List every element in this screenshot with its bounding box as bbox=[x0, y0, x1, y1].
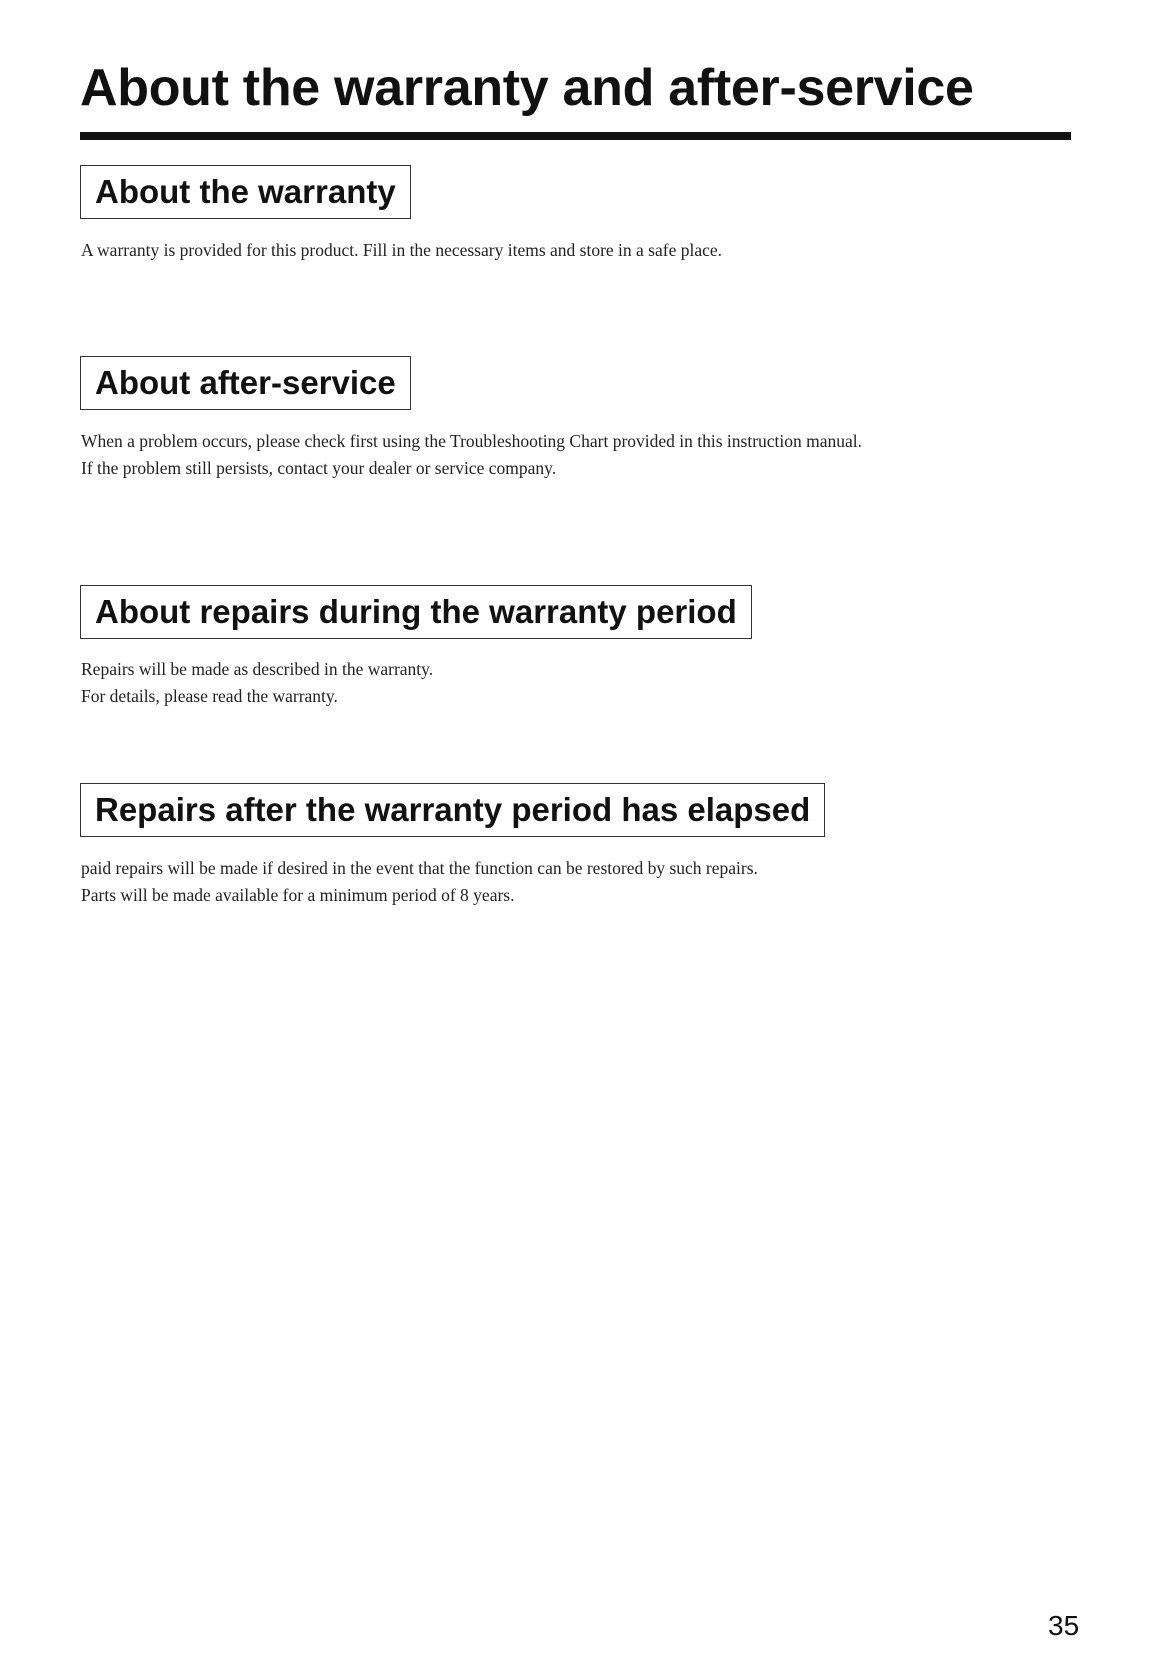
body-line: Repairs will be made as described in the warranty. bbox=[81, 659, 434, 679]
body-line: For details, please read the warranty. bbox=[81, 686, 338, 706]
section-heading-repairs-during-warranty: About repairs during the warranty period bbox=[80, 585, 752, 639]
section-body-about-warranty bbox=[81, 237, 722, 264]
title-underline-rule bbox=[80, 132, 1071, 140]
body-line: When a problem occurs, please check first using the Troubleshooting Chart provided in this instruction manual. bbox=[81, 431, 863, 451]
section-heading-about-warranty: About the warranty bbox=[80, 165, 411, 219]
body-line: A warranty is provided for this product. Fill in the necessary items and store in a safe place. bbox=[81, 240, 723, 260]
page-title: About the warranty and after-service bbox=[80, 59, 974, 117]
section-body-repairs-during-warranty bbox=[81, 656, 433, 710]
body-line: If the problem still persists, contact your dealer or service company. bbox=[81, 458, 557, 478]
section-heading-repairs-after-warranty: Repairs after the warranty period has elapsed bbox=[80, 783, 825, 837]
page-number: 35 bbox=[1048, 1610, 1080, 1641]
section-body-about-after-service bbox=[81, 428, 862, 482]
body-line: paid repairs will be made if desired in the event that the function can be restored by such repairs. bbox=[81, 858, 758, 878]
body-line: Parts will be made available for a minimum period of 8 years. bbox=[81, 885, 515, 905]
section-heading-about-after-service: About after-service bbox=[80, 356, 411, 410]
section-body-repairs-after-warranty bbox=[81, 855, 758, 909]
